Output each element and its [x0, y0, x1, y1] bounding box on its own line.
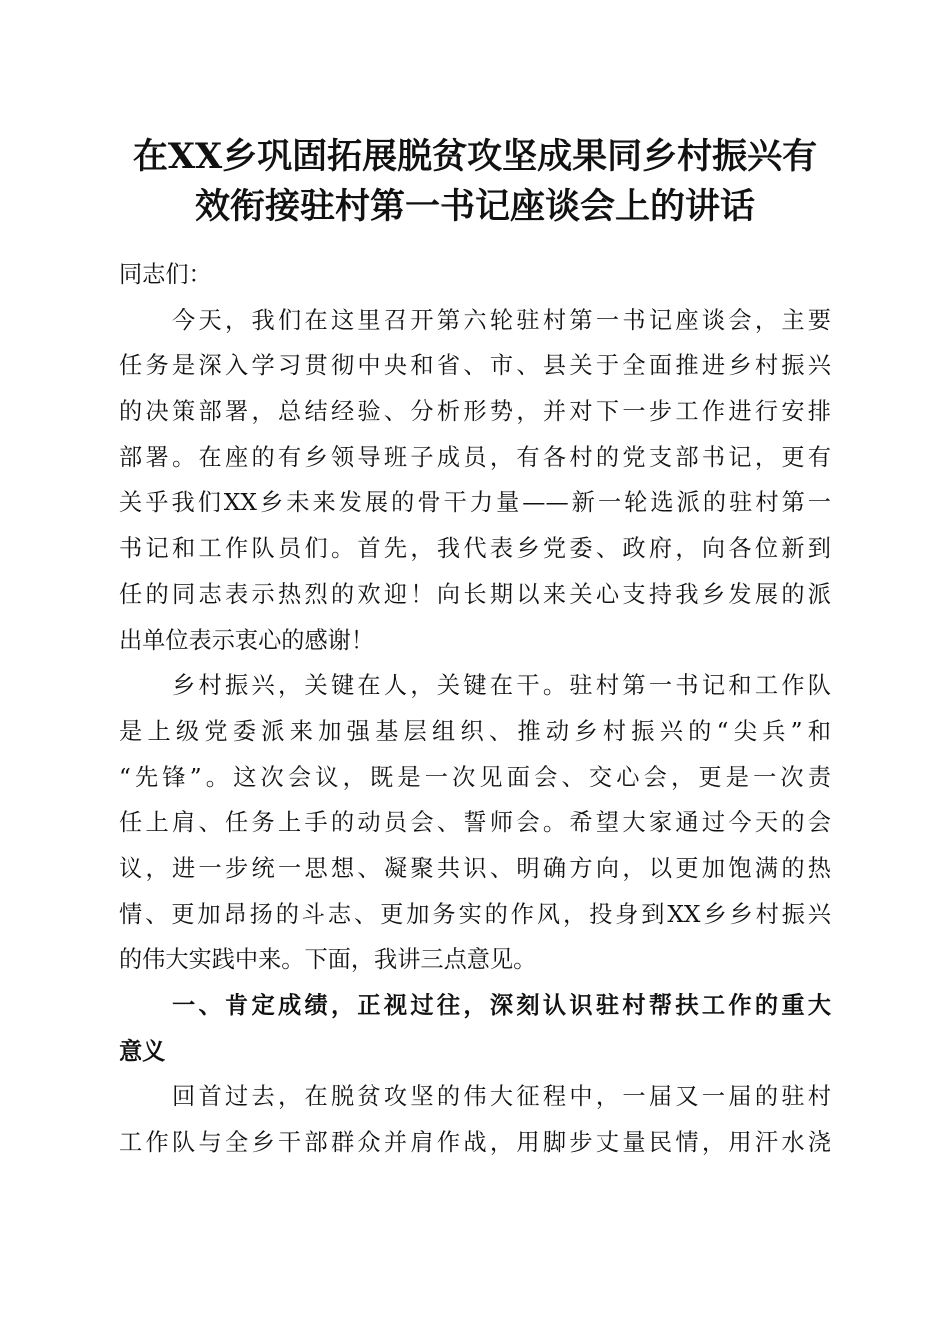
paragraph-line: “先锋”。这次会议，既是一次见面会、交心会，更是一次责: [119, 763, 831, 791]
paragraph-line: 议，进一步统一思想、凝聚共识、明确方向，以更加饱满的热: [119, 854, 831, 882]
paragraph-line: 任的同志表示热烈的欢迎！向长期以来关心支持我乡发展的派: [119, 580, 831, 608]
paragraph-line: 任上肩、任务上手的动员会、誓师会。希望大家通过今天的会: [119, 809, 831, 837]
section-heading-line: 意义: [119, 1037, 166, 1065]
section-heading-1: [119, 983, 831, 1074]
paragraph-2: [119, 663, 831, 983]
paragraph-line: 回首过去，在脱贫攻坚的伟大征程中，一届又一届的驻村: [119, 1083, 831, 1111]
title-line-2: 效衔接驻村第一书记座谈会上的讲话: [194, 186, 755, 227]
paragraph-line: 关乎我们XX乡未来发展的骨干力量——新一轮选派的驻村第一: [119, 489, 831, 517]
paragraph-line: 书记和工作队员们。首先，我代表乡党委、政府，向各位新到: [119, 535, 831, 563]
paragraph-line: 的决策部署，总结经验、分析形势，并对下一步工作进行安排: [119, 398, 831, 426]
section-heading-line: 一、肯定成绩，正视过往，深刻认识驻村帮扶工作的重大: [119, 992, 831, 1019]
paragraph-line: 乡村振兴，关键在人，关键在干。驻村第一书记和工作队: [119, 672, 831, 700]
document-body: [119, 252, 831, 1166]
title-line-1: 在XX乡巩固拓展脱贫攻坚成果同乡村振兴有: [132, 136, 818, 177]
paragraph-line: 出单位表示衷心的感谢！: [119, 626, 375, 654]
paragraph-line: 是上级党委派来加强基层组织、推动乡村振兴的“尖兵”和: [119, 717, 831, 745]
paragraph-line: 情、更加昂扬的斗志、更加务实的作风，投身到XX乡乡村振兴: [119, 900, 831, 928]
paragraph-line: 的伟大实践中来。下面，我讲三点意见。: [119, 946, 537, 974]
paragraph-line: 任务是深入学习贯彻中央和省、市、县关于全面推进乡村振兴: [119, 352, 831, 380]
greeting-line: 同志们：: [119, 261, 212, 288]
paragraph-line: 部署。在座的有乡领导班子成员，有各村的党支部书记，更有: [119, 443, 831, 471]
greeting: [119, 252, 831, 298]
paragraph-1: [119, 298, 831, 664]
paragraph-line: 工作队与全乡干部群众并肩作战，用脚步丈量民情，用汗水浇: [119, 1129, 831, 1157]
paragraph-3: [119, 1074, 831, 1165]
document-title: [100, 132, 850, 232]
paragraph-line: 今天，我们在这里召开第六轮驻村第一书记座谈会，主要: [119, 306, 831, 334]
